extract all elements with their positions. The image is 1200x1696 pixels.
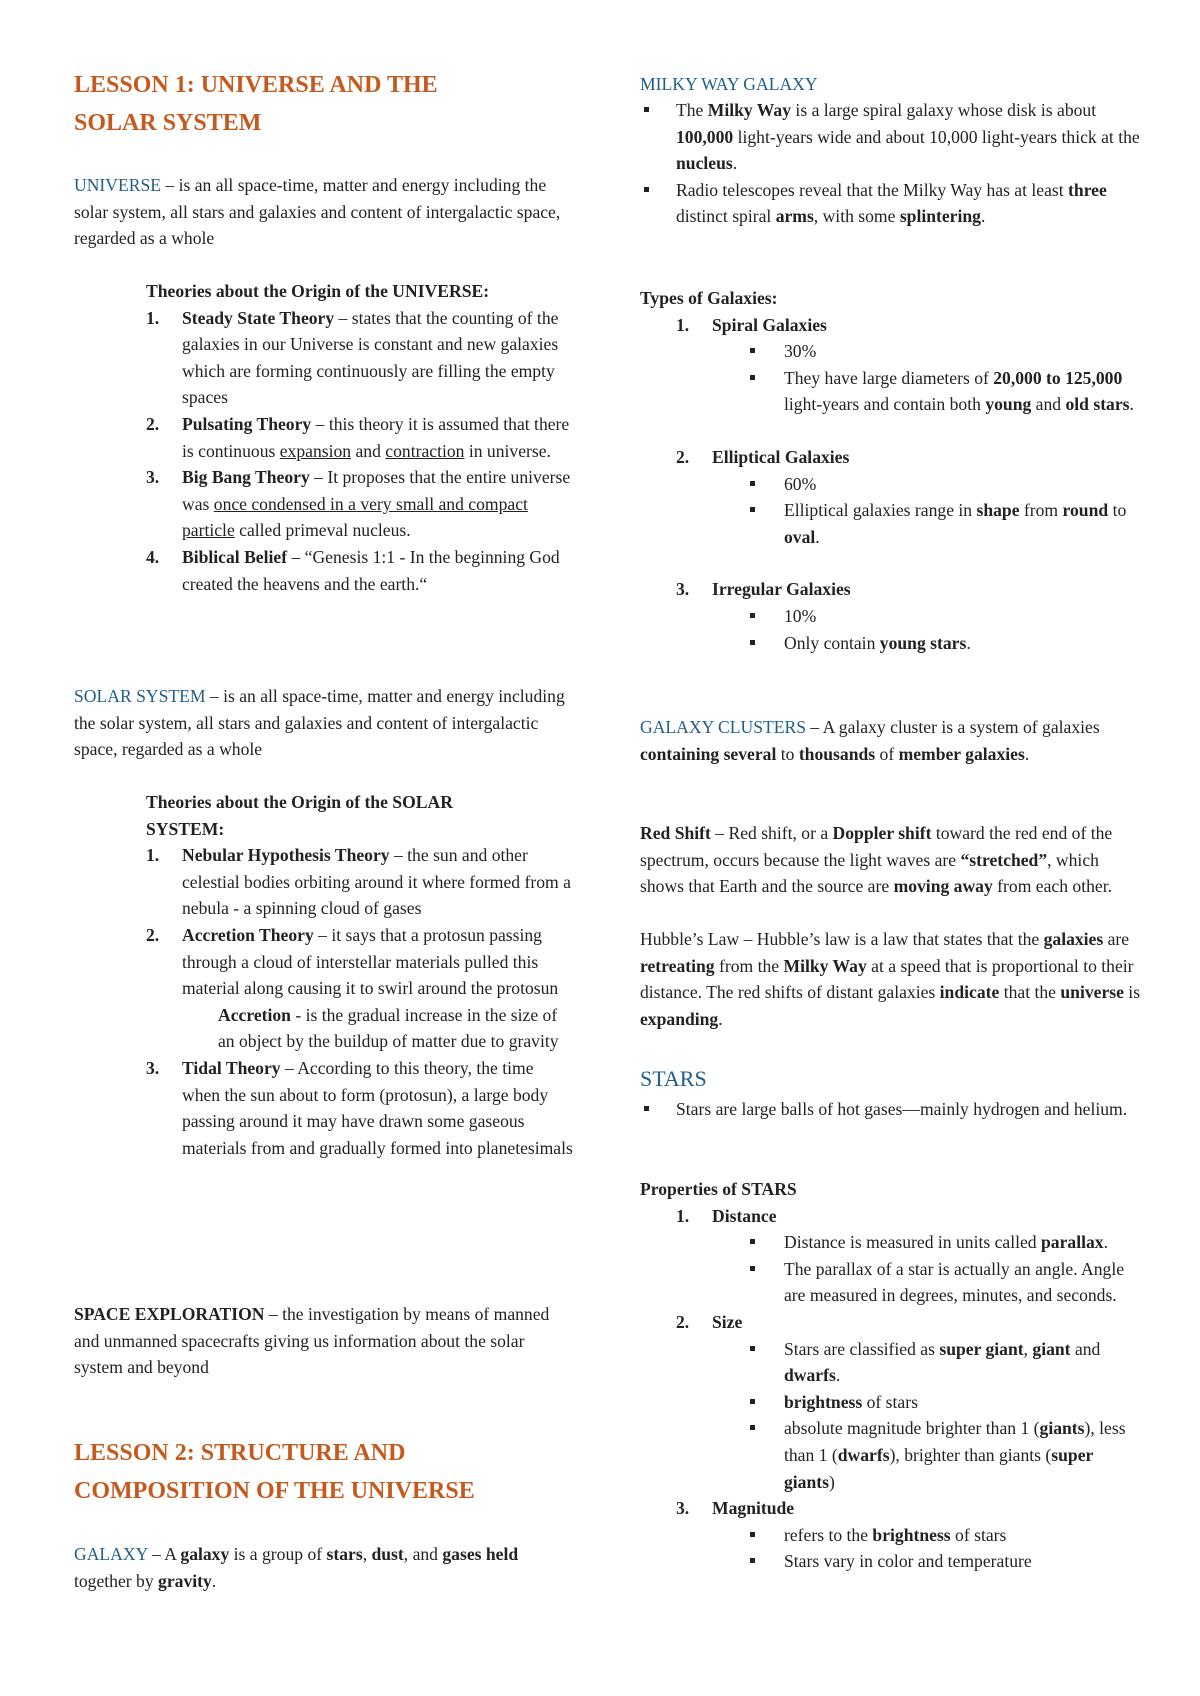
galaxy-term: GALAXY (74, 1544, 148, 1564)
list-item: 2. Pulsating Theory – this theory it is assumed that there is continuous expansion and contraction in universe. (146, 413, 570, 461)
list-item: 1. Spiral Galaxies 30% They have large diameters of 20,000 to 125,000 light-years and contain both young and old stars. (676, 312, 1145, 418)
list-item: Elliptical galaxies range in shape from round to oval. (748, 497, 1145, 550)
list-item: 1. Distance Distance is measured in units called parallax. The parallax of a star is actually an angle. Angle are measured in degrees, minutes, and seconds. (676, 1203, 1145, 1309)
bullet-icon (750, 640, 755, 645)
list-item: 2. Elliptical Galaxies 60% Elliptical galaxies range in shape from round to oval. (676, 444, 1145, 550)
list-item: refers to the brightness of stars (748, 1522, 1145, 1549)
bullet-icon (750, 1266, 755, 1271)
lesson2-title: LESSON 2: STRUCTURE AND COMPOSITION OF THE UNIVERSE (74, 1440, 475, 1504)
list-item: absolute magnitude brighter than 1 (giants), less than 1 (dwarfs), brighter than giants (super giants) (748, 1415, 1145, 1495)
bullet-icon (750, 1532, 755, 1537)
galaxy-definition: GALAXY – A galaxy is a group of stars, dust, and gases held together by gravity. (74, 1544, 519, 1591)
list-item: 3. Magnitude refers to the brightness of stars Stars vary in color and temperature (676, 1495, 1145, 1575)
bullet-icon (750, 1558, 755, 1563)
bullet-icon (750, 1399, 755, 1404)
bullet-icon (750, 481, 755, 486)
bullet-icon (750, 1425, 755, 1430)
stars-bullets (640, 1096, 1145, 1123)
list-item: 2. Size Stars are classified as super giant, giant and dwarfs. brightness of stars absolute magnitude brighter than 1 (giants), less than 1 (dwarfs), brighter than giants (super giants) (676, 1309, 1145, 1495)
list-item: They have large diameters of 20,000 to 125,000 light-years and contain both young and old stars. (748, 365, 1145, 418)
list-item: 3. Irregular Galaxies 10% Only contain young stars. (676, 576, 1145, 656)
list-item: The Milky Way is a large spiral galaxy whose disk is about 100,000 light-years wide and about 10,000 light-years thick at the nucleus. (640, 97, 1145, 177)
list-item: 3. Big Bang Theory – It proposes that the entire universe was once condensed in a very small and compact particle called primeval nucleus. (146, 467, 571, 541)
milky-way-heading: MILKY WAY GALAXY (640, 74, 818, 94)
lesson1-title: LESSON 1: UNIVERSE AND THE SOLAR SYSTEM (74, 72, 438, 136)
galaxy-clusters-definition: GALAXY CLUSTERS – A galaxy cluster is a system of galaxies containing several to thousands of member galaxies. (640, 717, 1100, 764)
list-item: 1. Steady State Theory – states that the counting of the galaxies in our Universe is constant and new galaxies which are forming continuously are filling the empty spaces (146, 307, 559, 408)
bullet-icon (750, 613, 755, 618)
types-heading: Types of Galaxies: (640, 288, 778, 308)
milky-way-bullets (640, 97, 1145, 230)
universe-theories-heading: Theories about the Origin of the UNIVERSE: (146, 281, 490, 301)
list-item: 1. Nebular Hypothesis Theory – the sun and other celestial bodies orbiting around it where formed from a nebula - a spinning cloud of gases (146, 845, 571, 919)
bullet-icon (644, 1106, 649, 1111)
galaxy-clusters-term: GALAXY CLUSTERS (640, 717, 807, 737)
bullet-icon (750, 507, 755, 512)
list-item: 3. Tidal Theory – According to this theory, the time when the sun about to form (protosun), a large body passing around it may have drawn some gaseous materials from and gradually formed into planetesimals (146, 1057, 573, 1158)
bullet-icon (750, 375, 755, 380)
universe-theories (146, 278, 576, 597)
solar-theories-heading: Theories about the Origin of the SOLAR SYSTEM: (146, 792, 453, 839)
list-item: 60% (748, 471, 1145, 498)
list-item: 4. Biblical Belief – “Genesis 1:1 - In the beginning God created the heavens and the earth.“ (146, 546, 560, 594)
solar-theories (146, 789, 576, 1161)
list-item: Only contain young stars. (748, 630, 1145, 657)
bullet-icon (750, 1346, 755, 1351)
bullet-icon (750, 348, 755, 353)
list-item: 10% (748, 603, 1145, 630)
space-exploration-definition: SPACE EXPLORATION – the investigation by means of manned and unmanned spacecrafts giving us information about the solar system and beyond (74, 1304, 550, 1378)
bullet-icon (644, 187, 649, 192)
space-exploration-term: SPACE EXPLORATION (74, 1304, 265, 1324)
universe-definition: UNIVERSE – is an all space-time, matter and energy including the solar system, all stars and galaxies and content of intergalactic space, regarded as a whole (74, 175, 561, 249)
red-shift-definition: Red Shift – Red shift, or a Doppler shift toward the red end of the spectrum, occurs because the light waves are “stretched”, which shows that Earth and the source are moving away from each other. (640, 823, 1113, 897)
list-item: Stars are large balls of hot gases—mainly hydrogen and helium. (640, 1096, 1145, 1123)
types-of-galaxies (640, 285, 1145, 656)
universe-term: UNIVERSE (74, 175, 161, 195)
list-item: Stars are classified as super giant, giant and dwarfs. (748, 1336, 1145, 1389)
list-item: Distance is measured in units called parallax. (748, 1229, 1145, 1256)
bullet-icon (644, 107, 649, 112)
solar-system-definition: SOLAR SYSTEM – is an all space-time, matter and energy including the solar system, all stars and galaxies and content of intergalactic space, regarded as a whole (74, 686, 565, 760)
solar-system-term: SOLAR SYSTEM (74, 686, 206, 706)
list-item: Radio telescopes reveal that the Milky Way has at least three distinct spiral arms, with some splintering. (640, 177, 1145, 230)
accretion-note: Accretion - is the gradual increase in the size of an object by the buildup of matter due to gravity (218, 1004, 559, 1052)
list-item: brightness of stars (748, 1389, 1145, 1416)
list-item: 30% (748, 338, 1145, 365)
hubble-law-definition: Hubble’s Law – Hubble’s law is a law that states that the galaxies are retreating from the Milky Way at a speed that is proportional to their distance. The red shifts of distant galaxies indicate that the universe is expanding. (640, 929, 1141, 1029)
stars-heading: STARS (640, 1066, 707, 1091)
list-item: Stars vary in color and temperature (748, 1548, 1145, 1575)
bullet-icon (750, 1239, 755, 1244)
properties-heading: Properties of STARS (640, 1179, 797, 1199)
list-item: 2. Accretion Theory – it says that a protosun passing through a cloud of interstellar materials pulled this material along causing it to swirl around the protosun Accretion - is the gradual increase in the size of an object by the buildup of matter due to gravity (146, 922, 576, 1055)
list-item: The parallax of a star is actually an angle. Angle are measured in degrees, minutes, and seconds. (748, 1256, 1145, 1309)
properties-of-stars (640, 1176, 1145, 1575)
